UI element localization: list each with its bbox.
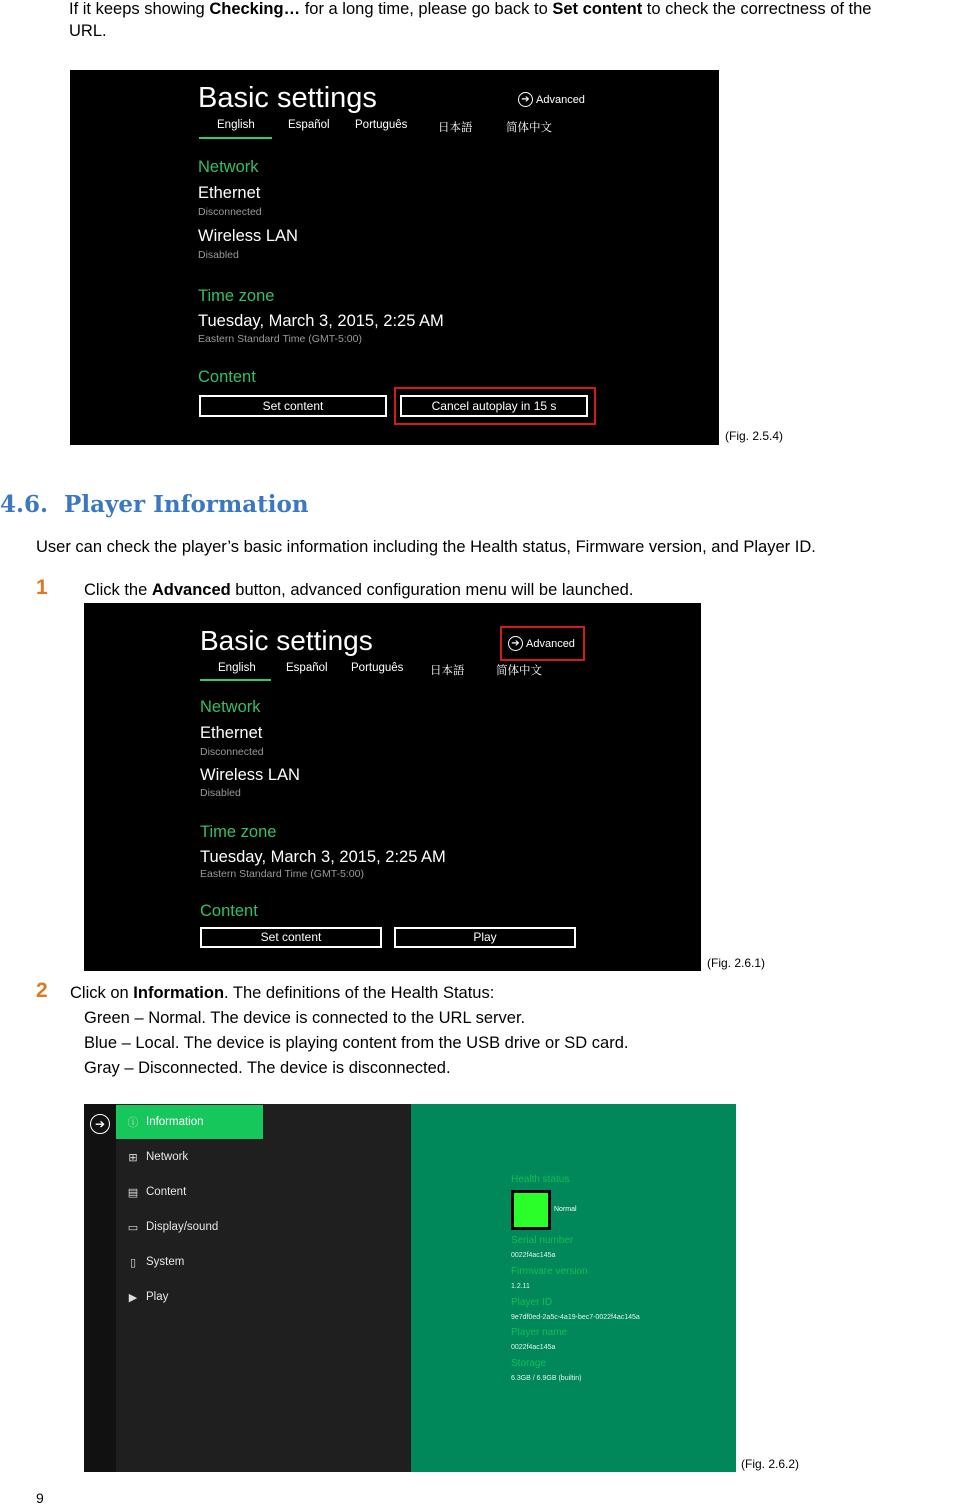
screenshot-basic-settings-autoplay	[70, 70, 719, 445]
settings-menu	[116, 1104, 411, 1472]
ethernet-status: Disconnected	[198, 206, 262, 218]
information-panel	[411, 1104, 736, 1472]
player-id-value: 9e7df0ed-2a5c-4a19-bec7-0022f4ac145a	[511, 1314, 640, 1321]
content-header: Content	[200, 902, 258, 920]
player-name-label: Player name	[511, 1327, 568, 1338]
lang-chinese[interactable]: 简体中文	[496, 665, 542, 677]
lang-english[interactable]: English	[218, 662, 256, 674]
network-header: Network	[200, 698, 261, 716]
menu-item-label: Information	[146, 1116, 204, 1128]
figure-caption-3: (Fig. 2.6.2)	[741, 1457, 800, 1471]
step-2-information-bold: Information	[133, 984, 225, 1002]
advanced-label: Advanced	[536, 93, 585, 106]
figure-caption-1: (Fig. 2.5.4)	[725, 429, 784, 443]
storage-label: Storage	[511, 1358, 547, 1369]
set-content-button[interactable]: Set content	[199, 395, 387, 417]
highlight-box	[394, 387, 596, 425]
step-2-text	[70, 982, 494, 1004]
lang-chinese[interactable]: 简体中文	[506, 122, 552, 134]
menu-item-system[interactable]	[116, 1245, 263, 1279]
firmware-version-value: 1.2.11	[511, 1283, 530, 1290]
intro-text-middle: for a long time, please go back to	[300, 0, 553, 18]
ethernet-label[interactable]: Ethernet	[200, 724, 263, 742]
lang-portugues[interactable]: Português	[351, 662, 404, 674]
menu-item-content[interactable]	[116, 1175, 263, 1209]
step-2-number: 2	[36, 979, 48, 1002]
menu-item-network[interactable]	[116, 1140, 263, 1174]
arrow-right-icon: ➔	[518, 92, 533, 107]
timezone-value: Eastern Standard Time (GMT-5:00)	[198, 333, 362, 345]
serial-number-value: 0022f4ac145a	[511, 1252, 556, 1259]
datetime-value[interactable]: Tuesday, March 3, 2015, 2:25 AM	[198, 312, 444, 330]
lang-selected-indicator	[200, 679, 271, 681]
screenshot-basic-settings-advanced	[84, 603, 701, 971]
storage-value: 6.3GB / 6.9GB (builtin)	[511, 1375, 582, 1382]
cancel-autoplay-button[interactable]: Cancel autoplay in 15 s	[400, 395, 588, 417]
lang-japanese[interactable]: 日本語	[438, 122, 473, 134]
figure-caption-2: (Fig. 2.6.1)	[707, 956, 766, 970]
intro-text-line2: URL.	[69, 22, 107, 40]
player-name-value: 0022f4ac145a	[511, 1344, 556, 1351]
left-strip	[84, 1104, 116, 1472]
wireless-status: Disabled	[200, 787, 241, 799]
clapperboard-icon: ▤	[127, 1186, 139, 1199]
step-2-suffix: . The definitions of the Health Status:	[224, 984, 495, 1002]
intro-text-suffix: to check the correctness of the	[642, 0, 872, 18]
lang-portugues[interactable]: Português	[355, 119, 408, 131]
page-number: 9	[36, 1490, 44, 1506]
lang-selected-indicator	[199, 137, 272, 139]
health-blue-definition: Blue – Local. The device is playing content from the USB drive or SD card.	[84, 1034, 629, 1052]
menu-item-label: Play	[146, 1291, 169, 1303]
ethernet-label[interactable]: Ethernet	[198, 184, 261, 202]
step-1-prefix: Click the	[84, 581, 152, 599]
step-1-advanced-bold: Advanced	[151, 581, 231, 599]
menu-item-information[interactable]	[116, 1105, 263, 1139]
timezone-header: Time zone	[200, 823, 277, 841]
step-1-number: 1	[36, 576, 48, 599]
ethernet-status: Disconnected	[200, 746, 264, 758]
timezone-value: Eastern Standard Time (GMT-5:00)	[200, 868, 364, 880]
health-status-value: Normal	[554, 1206, 577, 1213]
play-icon: ▶	[128, 1291, 138, 1304]
device-icon: ▯	[129, 1256, 137, 1269]
section-description: User can check the player’s basic information including the Health status, Firmware version, and Player ID.	[36, 538, 816, 556]
menu-item-label: Content	[146, 1186, 187, 1198]
firmware-version-label: Firmware version	[511, 1266, 588, 1277]
screenshot-information	[84, 1104, 736, 1472]
wireless-label[interactable]: Wireless LAN	[198, 227, 298, 245]
menu-item-label: Display/sound	[146, 1221, 219, 1233]
back-arrow-icon[interactable]: ➔	[90, 1114, 110, 1134]
health-status-indicator	[511, 1190, 551, 1230]
wireless-label[interactable]: Wireless LAN	[200, 766, 300, 784]
health-status-label: Health status	[511, 1174, 570, 1185]
settings-title: Basic settings	[200, 625, 373, 656]
health-gray-definition: Gray – Disconnected. The device is disconnected.	[84, 1059, 451, 1077]
lang-english[interactable]: English	[217, 119, 255, 131]
lang-espanol[interactable]: Español	[286, 662, 328, 674]
menu-item-label: Network	[146, 1151, 189, 1163]
network-icon: ⊞	[128, 1151, 138, 1164]
monitor-icon: ▭	[127, 1221, 139, 1234]
intro-text-prefix: If it keeps showing	[69, 0, 210, 18]
advanced-label: Advanced	[526, 637, 575, 650]
step-1-suffix: button, advanced configuration menu will be launched.	[230, 581, 634, 599]
datetime-value[interactable]: Tuesday, March 3, 2015, 2:25 AM	[200, 848, 446, 866]
arrow-right-icon: ➔	[508, 636, 523, 651]
intro-set-content-bold: Set content	[552, 0, 643, 18]
step-2-prefix: Click on	[70, 984, 134, 1002]
menu-item-play[interactable]	[116, 1280, 263, 1314]
section-heading: 4.6. Player Information	[0, 491, 309, 518]
lang-espanol[interactable]: Español	[288, 119, 330, 131]
lang-japanese[interactable]: 日本語	[430, 665, 465, 677]
info-icon: ⓘ	[127, 1117, 139, 1129]
content-header: Content	[198, 368, 256, 386]
play-button[interactable]: Play	[394, 927, 576, 948]
set-content-button[interactable]: Set content	[200, 927, 382, 948]
menu-item-label: System	[146, 1256, 185, 1268]
intro-checking-bold: Checking…	[209, 0, 301, 18]
serial-number-label: Serial number	[511, 1235, 574, 1246]
intro-paragraph	[69, 0, 954, 42]
menu-item-display-sound[interactable]	[116, 1210, 263, 1244]
advanced-highlight-box	[500, 626, 585, 661]
health-green-definition: Green – Normal. The device is connected to the URL server.	[84, 1009, 526, 1027]
player-id-label: Player ID	[511, 1297, 553, 1308]
network-header: Network	[198, 158, 259, 176]
timezone-header: Time zone	[198, 287, 275, 305]
settings-title: Basic settings	[198, 82, 377, 114]
step-1-text	[84, 579, 633, 601]
wireless-status: Disabled	[198, 249, 239, 261]
advanced-button[interactable]	[518, 92, 585, 107]
